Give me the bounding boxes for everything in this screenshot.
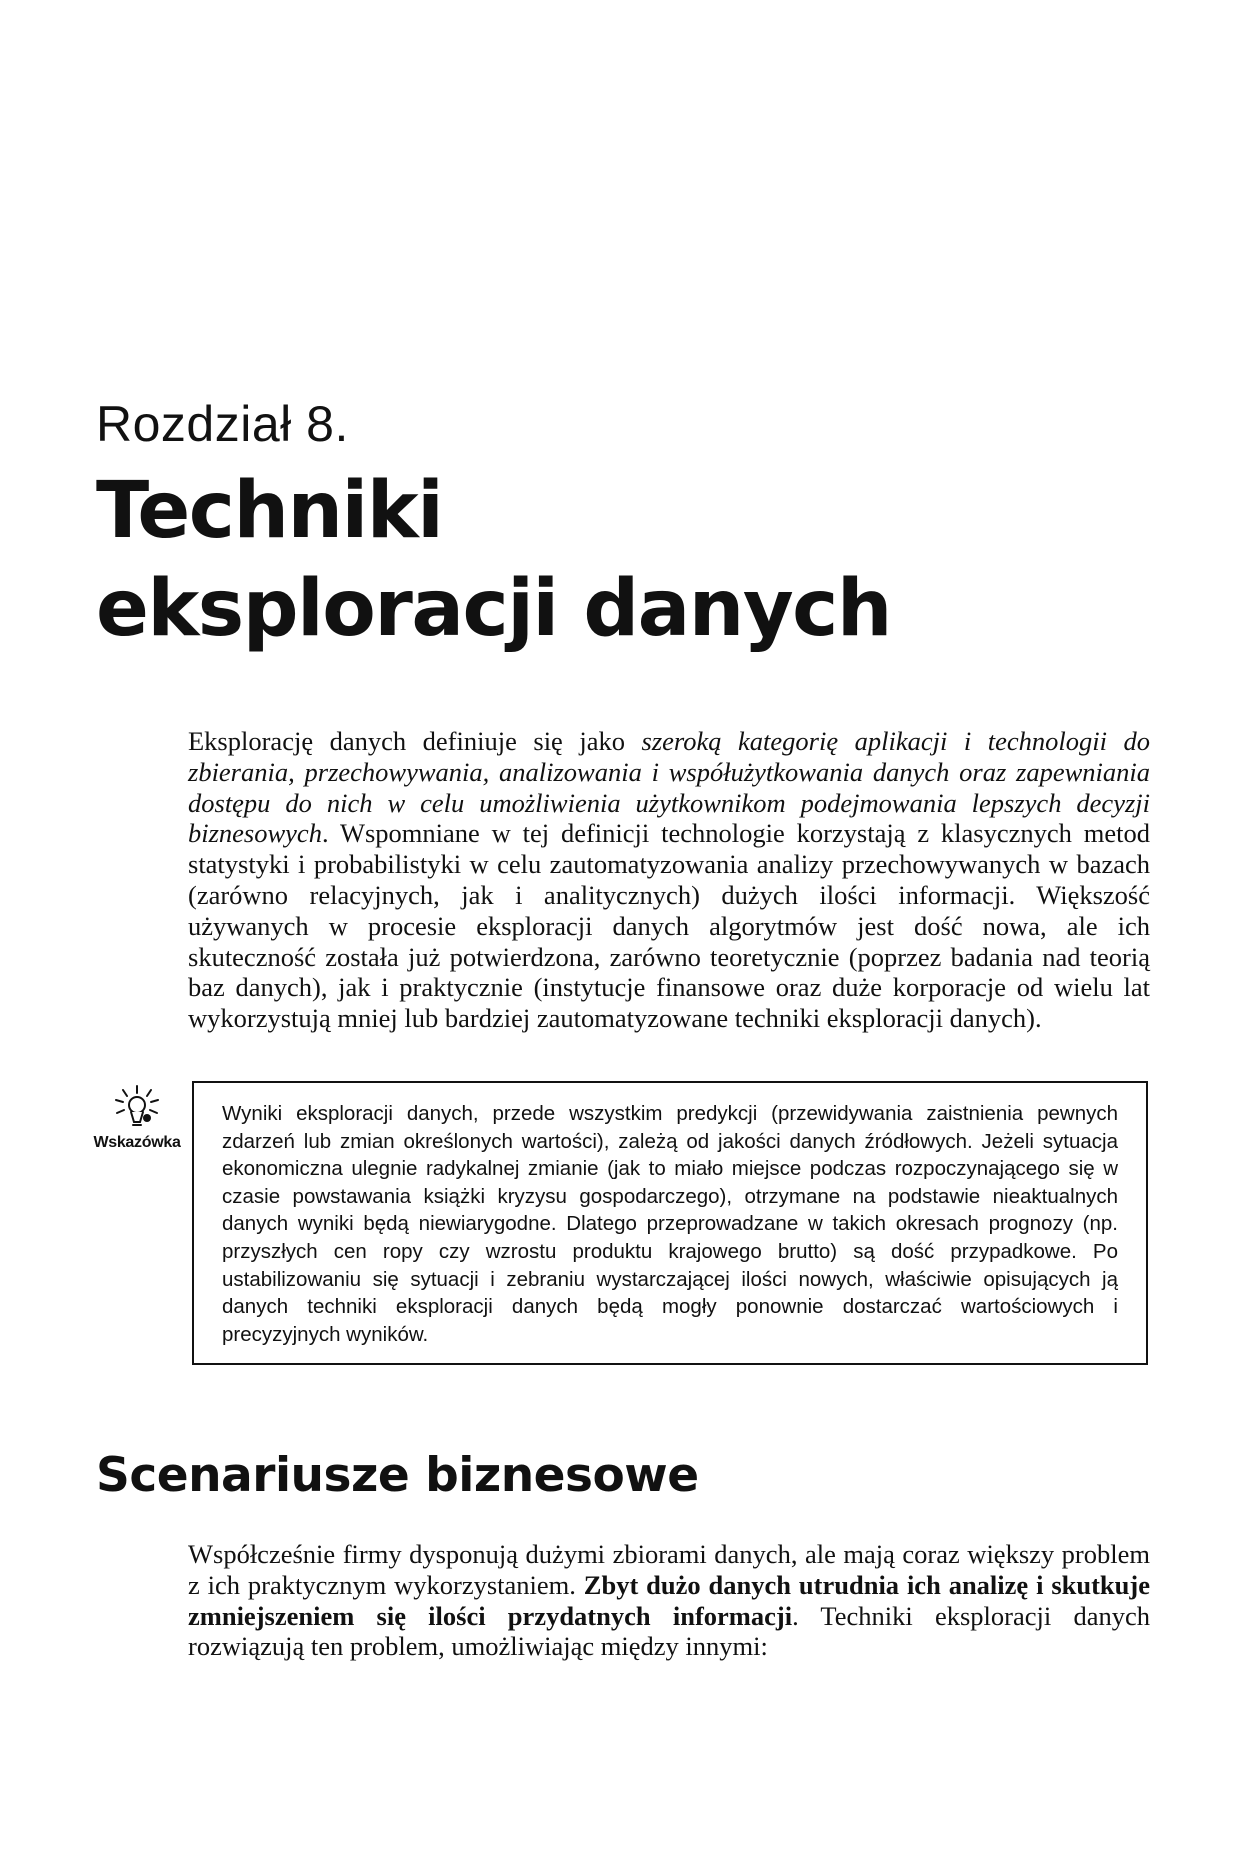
chapter-title-line-2: eksploracji danych bbox=[96, 564, 891, 654]
intro-definition: szeroką kategorię aplikacji i technologii do zbierania, przechowywania, analizowania i współużytkowania danych oraz zapewniania dostępu do nich w celu umożliwienia użytkownikom podejmowania lepszych decyzji biznesowych bbox=[188, 726, 1150, 849]
chapter-label: Rozdział 8. bbox=[96, 396, 349, 452]
intro-lead: Eksplorację danych definiuje się jako bbox=[188, 726, 642, 756]
section-heading: Scenariusze biznesowe bbox=[96, 1448, 699, 1503]
section-paragraph bbox=[188, 1539, 1150, 1662]
chapter-title bbox=[96, 462, 1096, 658]
chapter-title-line-1: Techniki bbox=[96, 466, 443, 556]
intro-paragraph bbox=[188, 726, 1150, 1034]
tip-text: Wyniki eksploracji danych, przede wszystkim predykcji (przewidywania zaistnienia pewnych zdarzeń lub zmian określonych wartości), zależą od jakości danych źródłowych. Jeżeli sytuacja ekonomiczna ulegnie radykalnej zmianie (jak to miało miejsce podczas rozpoczynającego się w czasie powstawania książki kryzysu gospodarczego), otrzymane na podstawie nieaktualnych danych wyniki będą niewiarygodne. Dlatego przeprowadzane w takich okresach prognozy (np. przyszłych cen ropy czy wzrostu produktu krajowego brutto) są dość przypadkowe. Po ustabilizowaniu się sytuacji i zebraniu wystarczającej ilości nowych, właściwie opisujących ją danych techniki eksploracji danych będą mogły ponownie dostarczać wartościowych i precyzyjnych wyników. bbox=[222, 1102, 1118, 1346]
lightbulb-icon bbox=[111, 1084, 163, 1130]
section-text-bold: Zbyt dużo danych utrudnia ich analizę i skutkuje zmniejszeniem się ilości przydatnych informacji bbox=[188, 1569, 1150, 1631]
tip-label: Wskazówka bbox=[93, 1134, 181, 1151]
section-text-start: Współcześnie firmy dysponują dużymi zbiorami danych, ale mają coraz większy problem z ich praktycznym wykorzystaniem. bbox=[188, 1539, 1150, 1600]
tip-marker bbox=[92, 1084, 182, 1152]
tip-box bbox=[192, 1081, 1148, 1365]
intro-rest: . Wspomniane w tej definicji technologie korzystają z klasycznych metod statystyki i probabilistyki w celu zautomatyzowania analizy przechowywanych w bazach (zarówno relacyjnych, jak i analitycznych) dużych ilości informacji. Większość używanych w procesie eksploracji danych algorytmów jest dość nowa, ale ich skuteczność została już potwierdzona, zarówno teoretycznie (poprzez badania nad teorią baz danych), jak i praktycznie (instytucje finansowe oraz duże korporacje od wielu lat wykorzystują mniej lub bardziej zautomatyzowane techniki eksploracji danych). bbox=[188, 818, 1150, 1034]
section-text-end: . Techniki eksploracji danych rozwiązują ten problem, umożliwiając między innymi: bbox=[188, 1600, 1150, 1662]
